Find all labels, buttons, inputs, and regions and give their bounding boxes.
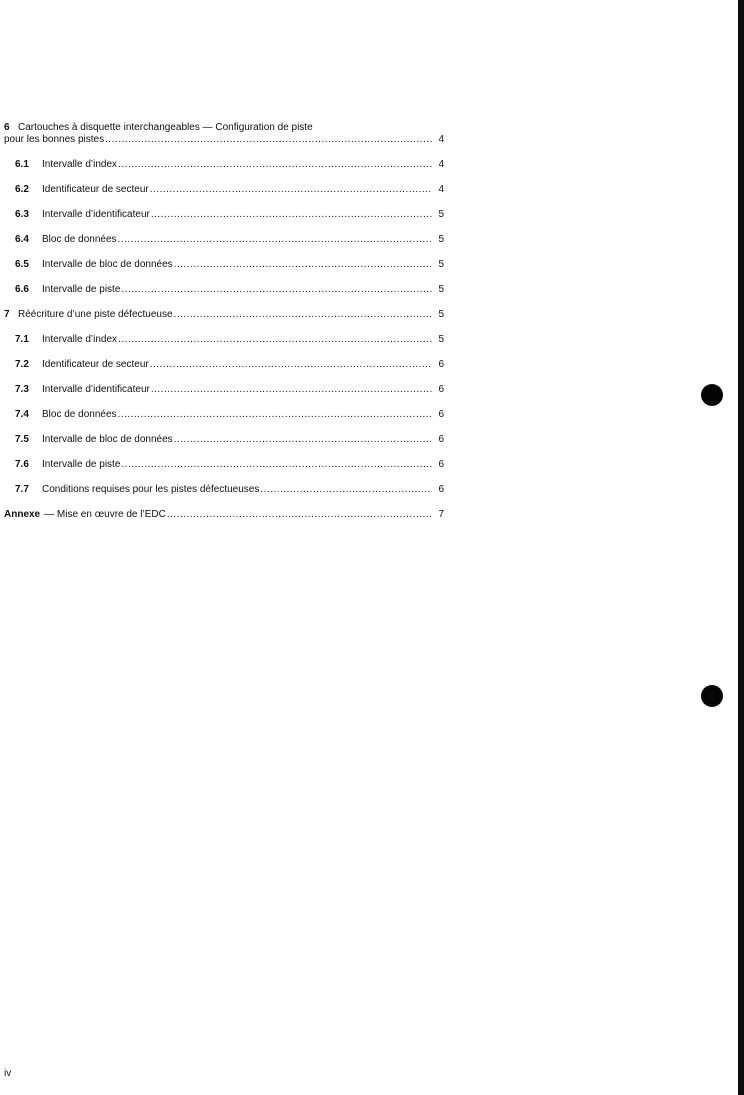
toc-annex-label: Annexe bbox=[4, 509, 41, 520]
toc-number: 6.2 bbox=[15, 184, 29, 195]
toc-page: 6 bbox=[438, 359, 444, 370]
toc-title: Conditions requises pour les pistes défectueuses bbox=[42, 484, 260, 495]
toc-item-6-4[interactable] bbox=[4, 234, 444, 246]
toc-item-6-1[interactable] bbox=[4, 159, 444, 171]
toc-title: Bloc de données bbox=[42, 234, 117, 245]
toc-page: 5 bbox=[438, 209, 444, 220]
dot-leader bbox=[118, 234, 432, 246]
toc-item-7-4[interactable] bbox=[4, 409, 444, 421]
toc-item-7-3[interactable] bbox=[4, 384, 444, 396]
toc-item-7-6[interactable] bbox=[4, 459, 444, 471]
toc-page: 7 bbox=[438, 509, 444, 520]
toc-page: 6 bbox=[438, 459, 444, 470]
toc-number: 6.3 bbox=[15, 209, 29, 220]
toc-number: 7.4 bbox=[15, 409, 29, 420]
dot-leader bbox=[174, 259, 432, 271]
toc-page: 5 bbox=[438, 259, 444, 270]
toc-title: Intervalle d’identificateur bbox=[42, 209, 150, 220]
toc-page: 6 bbox=[438, 484, 444, 495]
toc-number: 7.2 bbox=[15, 359, 29, 370]
dot-leader bbox=[105, 134, 432, 146]
page-number: iv bbox=[4, 1068, 12, 1079]
toc-item-6-6[interactable] bbox=[4, 284, 444, 296]
toc-item-7-1[interactable] bbox=[4, 334, 444, 346]
toc-title: pour les bonnes pistes bbox=[4, 134, 105, 145]
toc-page: 6 bbox=[438, 434, 444, 445]
toc-title: Intervalle de bloc de données bbox=[42, 434, 173, 445]
toc-item-6-5[interactable] bbox=[4, 259, 444, 271]
toc-page: 5 bbox=[438, 309, 444, 320]
toc-number: 6.5 bbox=[15, 259, 29, 270]
toc-title: Bloc de données bbox=[42, 409, 117, 420]
toc-section-7[interactable] bbox=[4, 309, 444, 321]
dot-leader bbox=[167, 509, 432, 521]
toc-item-7-7[interactable] bbox=[4, 484, 444, 496]
toc-annex[interactable] bbox=[4, 509, 444, 521]
toc-title: Intervalle d’index bbox=[42, 159, 118, 170]
toc-section-6-heading bbox=[4, 122, 444, 134]
toc-page: 5 bbox=[438, 334, 444, 345]
toc-item-6-3[interactable] bbox=[4, 209, 444, 221]
toc-title: Intervalle de bloc de données bbox=[42, 259, 173, 270]
toc-title: Identificateur de secteur bbox=[42, 359, 149, 370]
table-of-contents bbox=[4, 122, 444, 521]
toc-section-6[interactable] bbox=[4, 134, 444, 146]
toc-item-7-2[interactable] bbox=[4, 359, 444, 371]
dot-leader bbox=[260, 484, 432, 496]
toc-page: 5 bbox=[438, 284, 444, 295]
toc-number: 6.6 bbox=[15, 284, 29, 295]
dot-leader bbox=[121, 459, 432, 471]
toc-page: 5 bbox=[438, 234, 444, 245]
punch-hole bbox=[701, 384, 723, 406]
toc-number: 7.3 bbox=[15, 384, 29, 395]
toc-number: 6.1 bbox=[15, 159, 29, 170]
dot-leader bbox=[150, 359, 432, 371]
toc-number: 7.5 bbox=[15, 434, 29, 445]
toc-number: 6.4 bbox=[15, 234, 29, 245]
punch-hole bbox=[701, 685, 723, 707]
toc-title: Réécriture d’une piste défectueuse bbox=[18, 309, 173, 320]
dot-leader bbox=[150, 184, 432, 196]
toc-title: — Mise en œuvre de l’EDC bbox=[44, 509, 166, 520]
toc-page: 6 bbox=[438, 409, 444, 420]
dot-leader bbox=[174, 309, 432, 321]
dot-leader bbox=[118, 409, 432, 421]
toc-title: Intervalle de piste bbox=[42, 459, 121, 470]
toc-number: 7.1 bbox=[15, 334, 29, 345]
scan-edge-bar bbox=[738, 0, 744, 1095]
toc-title: Cartouches à disquette interchangeables — Configuration de piste bbox=[18, 122, 313, 133]
dot-leader bbox=[118, 159, 432, 171]
toc-number: 7 bbox=[4, 309, 10, 320]
toc-item-7-5[interactable] bbox=[4, 434, 444, 446]
toc-title: Intervalle d’identificateur bbox=[42, 384, 150, 395]
toc-title: Identificateur de secteur bbox=[42, 184, 149, 195]
toc-page: 6 bbox=[438, 384, 444, 395]
toc-page: 4 bbox=[438, 159, 444, 170]
toc-number: 7.6 bbox=[15, 459, 29, 470]
dot-leader bbox=[174, 434, 432, 446]
dot-leader bbox=[118, 334, 432, 346]
dot-leader bbox=[151, 209, 432, 221]
toc-page: 4 bbox=[438, 184, 444, 195]
toc-page: 4 bbox=[438, 134, 444, 145]
toc-title: Intervalle d’index bbox=[42, 334, 118, 345]
dot-leader bbox=[151, 384, 432, 396]
toc-number: 7.7 bbox=[15, 484, 29, 495]
dot-leader bbox=[121, 284, 432, 296]
toc-item-6-2[interactable] bbox=[4, 184, 444, 196]
toc-title: Intervalle de piste bbox=[42, 284, 121, 295]
toc-number: 6 bbox=[4, 122, 10, 133]
